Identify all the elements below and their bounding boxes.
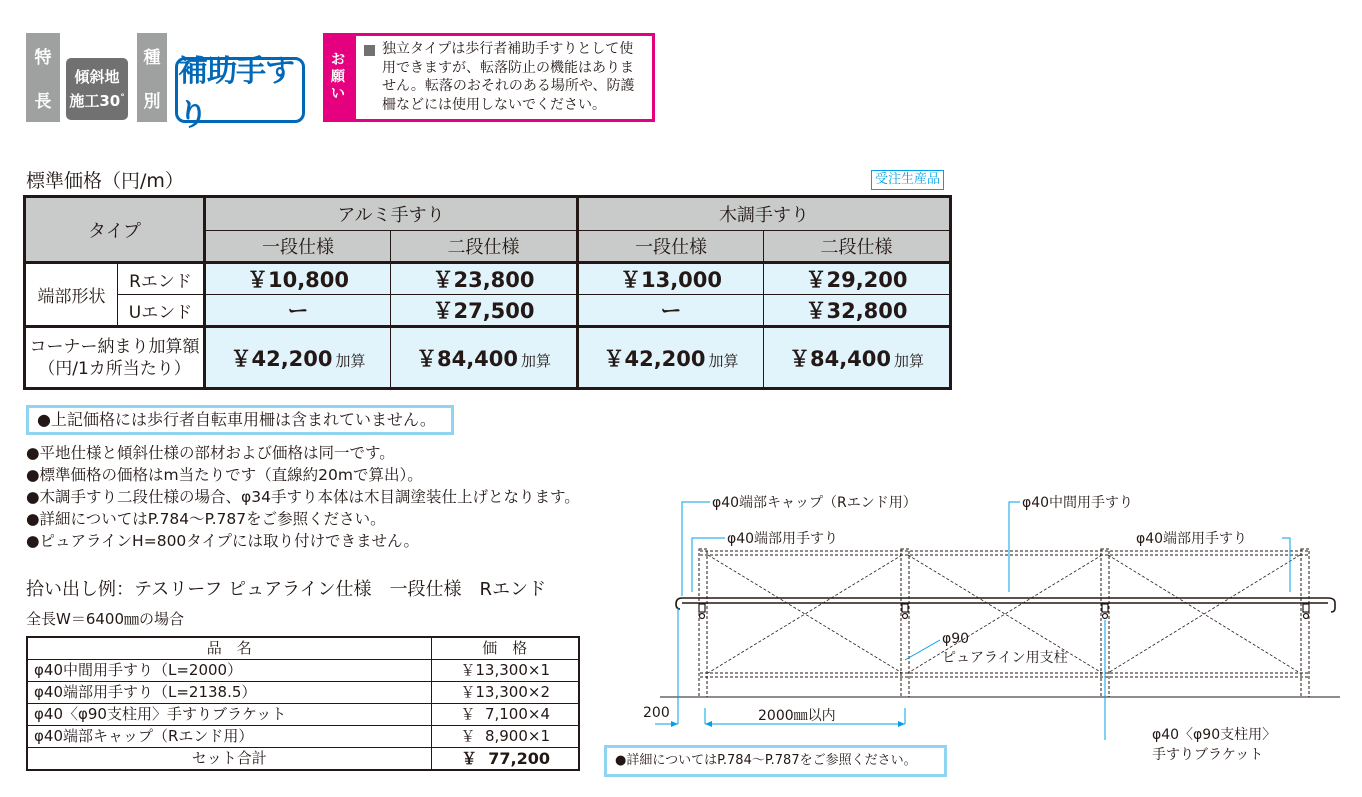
label-end-cap: φ40端部キャップ（Rエンド用） (712, 495, 917, 511)
note-item: ●平地仕様と傾斜仕様の部材および価格は同一です。 (26, 444, 395, 462)
part-price: ￥ 8,900×1 (431, 726, 579, 748)
label-end-rail-right: φ40端部用手すり (1136, 531, 1248, 547)
part-price: ￥ 7,100×4 (431, 704, 579, 726)
spec-header: 一段仕様 (205, 231, 391, 263)
label-bracket-line-1: φ40〈φ90支柱用〉 (1152, 727, 1277, 743)
corner-unit: 加算 (708, 351, 739, 370)
corner-price: ￥42,200 (230, 346, 333, 371)
label-post-line-2: ピュアライン用支柱 (942, 650, 1068, 666)
feature-badge-degree: ° (120, 92, 125, 103)
notice-text: 独立タイプは歩行者補助手すりとして使用できますが、転落防止の機能はありません。転落のおそれのある場所や、防護柵などには使用しないでください。 (382, 41, 635, 113)
type-header: タイプ (25, 197, 205, 263)
row-label-r-end: Rエンド (118, 263, 205, 295)
table-row (25, 197, 951, 231)
corner-price: ￥84,400 (788, 346, 892, 371)
label-post-line-1: φ90 (942, 631, 970, 647)
square-bullet-icon (364, 45, 375, 56)
table-row (27, 726, 579, 748)
brackets (699, 604, 1309, 619)
price-table-title: 標準価格（円/m） (26, 170, 184, 192)
price-cell: ー (578, 295, 764, 327)
price-cell: ￥10,800 (205, 263, 391, 295)
kind-label (137, 33, 167, 122)
set-total-label: セット合計 (27, 748, 431, 771)
set-total-value: ￥ 77,200 (431, 748, 579, 771)
corner-price: ￥84,400 (415, 346, 519, 371)
note-item: ●詳細についてはP.784～P.787をご参照ください。 (26, 510, 386, 528)
note-item: ●木調手すり二段仕様の場合、φ34手すり本体は木目調塗装仕上げとなります。 (26, 488, 580, 506)
table-row (27, 748, 579, 771)
feature-label (26, 33, 60, 122)
table-row (27, 660, 579, 682)
price-table (23, 195, 952, 390)
notice-tab-char-2: 願 (331, 69, 345, 85)
row-label-u-end: Uエンド (118, 295, 205, 327)
price-cell: ￥13,000 (578, 263, 764, 295)
spec-header: 二段仕様 (764, 231, 951, 263)
corner-unit: 加算 (894, 351, 925, 370)
table-row (25, 263, 951, 295)
corner-label (25, 327, 205, 389)
assist-handrail-badge: 補助手すり (175, 57, 305, 123)
label-post (942, 630, 1068, 668)
part-name: φ40端部キャップ（Rエンド用） (27, 726, 431, 748)
corner-price-cell (764, 327, 951, 389)
part-name: φ40〈φ90支柱用〉手すりブラケット (27, 704, 431, 726)
label-middle-rail: φ40中間用手すり (1022, 495, 1134, 511)
parts-table (26, 636, 580, 771)
price-cell: ￥23,800 (391, 263, 578, 295)
corner-label-line-2: （円/1カ所当たり） (38, 358, 191, 379)
feature-badge-line-2 (69, 88, 124, 112)
dimension-2000: 2000㎜以内 (758, 708, 836, 724)
note-item: ●標準価格の価格はm当たりです（直線約20mで算出）。 (26, 466, 423, 484)
end-shape-label: 端部形状 (25, 263, 118, 327)
dimension-200: 200 (643, 705, 670, 721)
slope-construction-badge (66, 58, 128, 120)
feature-label-char-1: 特 (34, 47, 52, 68)
group-aluminum: アルミ手すり (205, 197, 578, 231)
corner-price-cell (578, 327, 764, 389)
group-wood: 木調手すり (578, 197, 951, 231)
part-price: ￥13,300×2 (431, 682, 579, 704)
notice-tab-char-3: い (331, 86, 345, 102)
feature-label-char-2: 長 (34, 92, 52, 113)
spec-header: 二段仕様 (391, 231, 578, 263)
notes-list (26, 442, 580, 552)
table-row (25, 295, 951, 327)
feature-badge-line-1: 傾斜地 (74, 67, 120, 86)
label-end-rail-left: φ40端部用手すり (727, 531, 839, 547)
price-cell: ￥32,800 (764, 295, 951, 327)
note-item: ●ピュアラインH=800タイプには取り付けできません。 (26, 532, 419, 550)
part-price: ￥13,300×1 (431, 660, 579, 682)
price-cell: ￥29,200 (764, 263, 951, 295)
example-subtitle: 全長W＝6400㎜の場合 (26, 610, 185, 628)
corner-unit: 加算 (521, 351, 552, 370)
notice-box (353, 33, 655, 122)
part-name: φ40中間用手すり（L=2000） (27, 660, 431, 682)
corner-price-cell (391, 327, 578, 389)
label-bracket (1152, 725, 1276, 765)
kind-label-char-1: 種 (143, 47, 161, 68)
part-name: φ40端部用手すり（L=2138.5） (27, 682, 431, 704)
table-row (27, 682, 579, 704)
kind-label-char-2: 別 (143, 92, 161, 113)
table-row (27, 637, 579, 660)
price-cell: ￥27,500 (391, 295, 578, 327)
corner-unit: 加算 (335, 351, 366, 370)
price-cell: ー (205, 295, 391, 327)
corner-label-line-1: コーナー納まり加算額 (29, 336, 200, 357)
example-title: 拾い出し例：テスリーフ ピュアライン仕様 一段仕様 Rエンド (26, 579, 547, 600)
parts-header-name: 品 名 (27, 637, 431, 660)
made-to-order-tag: 受注生産品 (871, 170, 944, 190)
label-bracket-line-2: 手すりブラケット (1152, 747, 1264, 763)
spec-header: 一段仕様 (578, 231, 764, 263)
table-row (27, 704, 579, 726)
parts-header-price: 価 格 (431, 637, 579, 660)
highlight-note: ●上記価格には歩行者自転車用柵は含まれていません。 (26, 405, 454, 435)
handrail (676, 598, 1335, 612)
table-row (25, 327, 951, 389)
diagram-note: ●詳細についてはP.784～P.787をご参照ください。 (604, 745, 947, 777)
handrail-diagram (600, 480, 1345, 740)
notice-tab-char-1: お (331, 52, 345, 68)
corner-price: ￥42,200 (603, 346, 706, 371)
notice-tab (323, 33, 353, 122)
feature-badge-angle: 施工30 (69, 91, 121, 110)
corner-price-cell (205, 327, 391, 389)
